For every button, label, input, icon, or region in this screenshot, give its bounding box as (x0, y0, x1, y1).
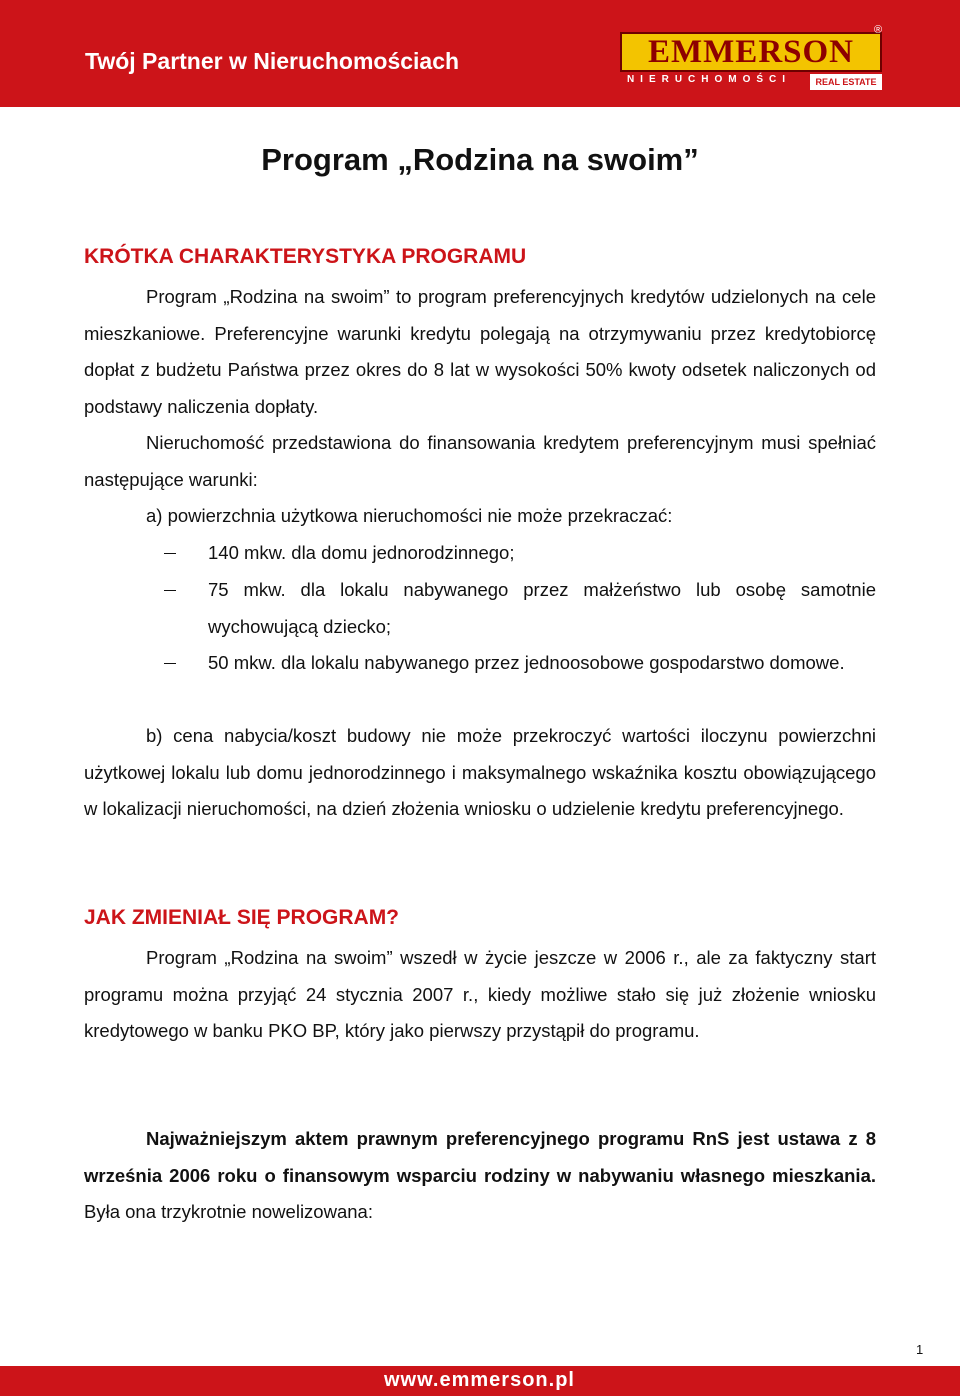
footer-url: www.emmerson.pl (384, 1369, 575, 1391)
legal-basis-followup: Była ona trzykrotnie nowelizowana: (84, 1201, 373, 1222)
list-item-text: 140 mkw. dla domu jednorodzinnego; (208, 542, 515, 563)
dash-bullet-icon (164, 553, 176, 554)
list-item (164, 645, 876, 682)
list-item (164, 572, 876, 645)
paragraph-conditions-intro: Nieruchomość przedstawiona do finansowania kredytem preferencyjnym musi spełniać następujące warunki: (84, 432, 876, 490)
list-item (164, 535, 876, 572)
dash-bullet-icon (164, 590, 176, 591)
header-tagline: Twój Partner w Nieruchomościach (85, 48, 460, 74)
page-footer (0, 1366, 960, 1396)
dash-bullet-icon (164, 663, 176, 664)
page-number: 1 (916, 1342, 924, 1357)
logo-name: EMMERSON (648, 34, 854, 70)
section-heading-history: JAK ZMIENIAŁ SIĘ PROGRAM? (84, 906, 400, 929)
paragraph-legal-basis (84, 1121, 876, 1231)
logo-subtitle: NIERUCHOMOŚCI (626, 74, 792, 85)
condition-a: a) powierzchnia użytkowa nieruchomości nie może przekraczać: (146, 505, 673, 526)
list-item-text: 75 mkw. dla lokalu nabywanego przez małżeństwo lub osobę samotnie wychowującą dziecko; (208, 579, 876, 637)
paragraph-intro: Program „Rodzina na swoim” to program preferencyjnych kredytów udzielonych na cele mieszkaniowe. Preferencyjne warunki kredytu polegają na otrzymywaniu przez kredytobiorcę dopłat z budżetu Państwa przez okres do 8 lat w wysokości 50% kwoty odsetek naliczonych od podstawy naliczenia dopłaty. (84, 286, 876, 417)
section-heading-overview: KRÓTKA CHARAKTERYSTYKA PROGRAMU (84, 245, 527, 268)
condition-b: b) cena nabycia/koszt budowy nie może przekroczyć wartości iloczynu powierzchni użytkowej lokalu lub domu jednorodzinnego i maksymalnego wskaźnika kosztu obowiązującego w lokalizacji nieruchomości, na dzień złożenia wniosku o udzielenie kredytu preferencyjnego. (84, 725, 876, 819)
logo-badge: REAL ESTATE (810, 74, 882, 90)
legal-basis-bold: Najważniejszym aktem prawnym preferencyjnego programu RnS jest ustawa z 8 września 2006 roku o finansowym wsparciu rodziny w nabywaniu własnego mieszkania. (84, 1128, 876, 1186)
page-header (0, 0, 960, 107)
list-item-text: 50 mkw. dla lokalu nabywanego przez jednoosobowe gospodarstwo domowe. (208, 652, 845, 673)
registered-mark-icon: ® (874, 24, 883, 36)
paragraph-history: Program „Rodzina na swoim” wszedł w życie jeszcze w 2006 r., ale za faktyczny start programu można przyjąć 24 stycznia 2007 r., kiedy możliwe stało się już złożenie wniosku kredytowego w banku PKO BP, który jako pierwszy przystąpił do programu. (84, 947, 876, 1041)
emmerson-logo (620, 32, 882, 92)
page-title: Program „Rodzina na swoim” (261, 142, 699, 177)
